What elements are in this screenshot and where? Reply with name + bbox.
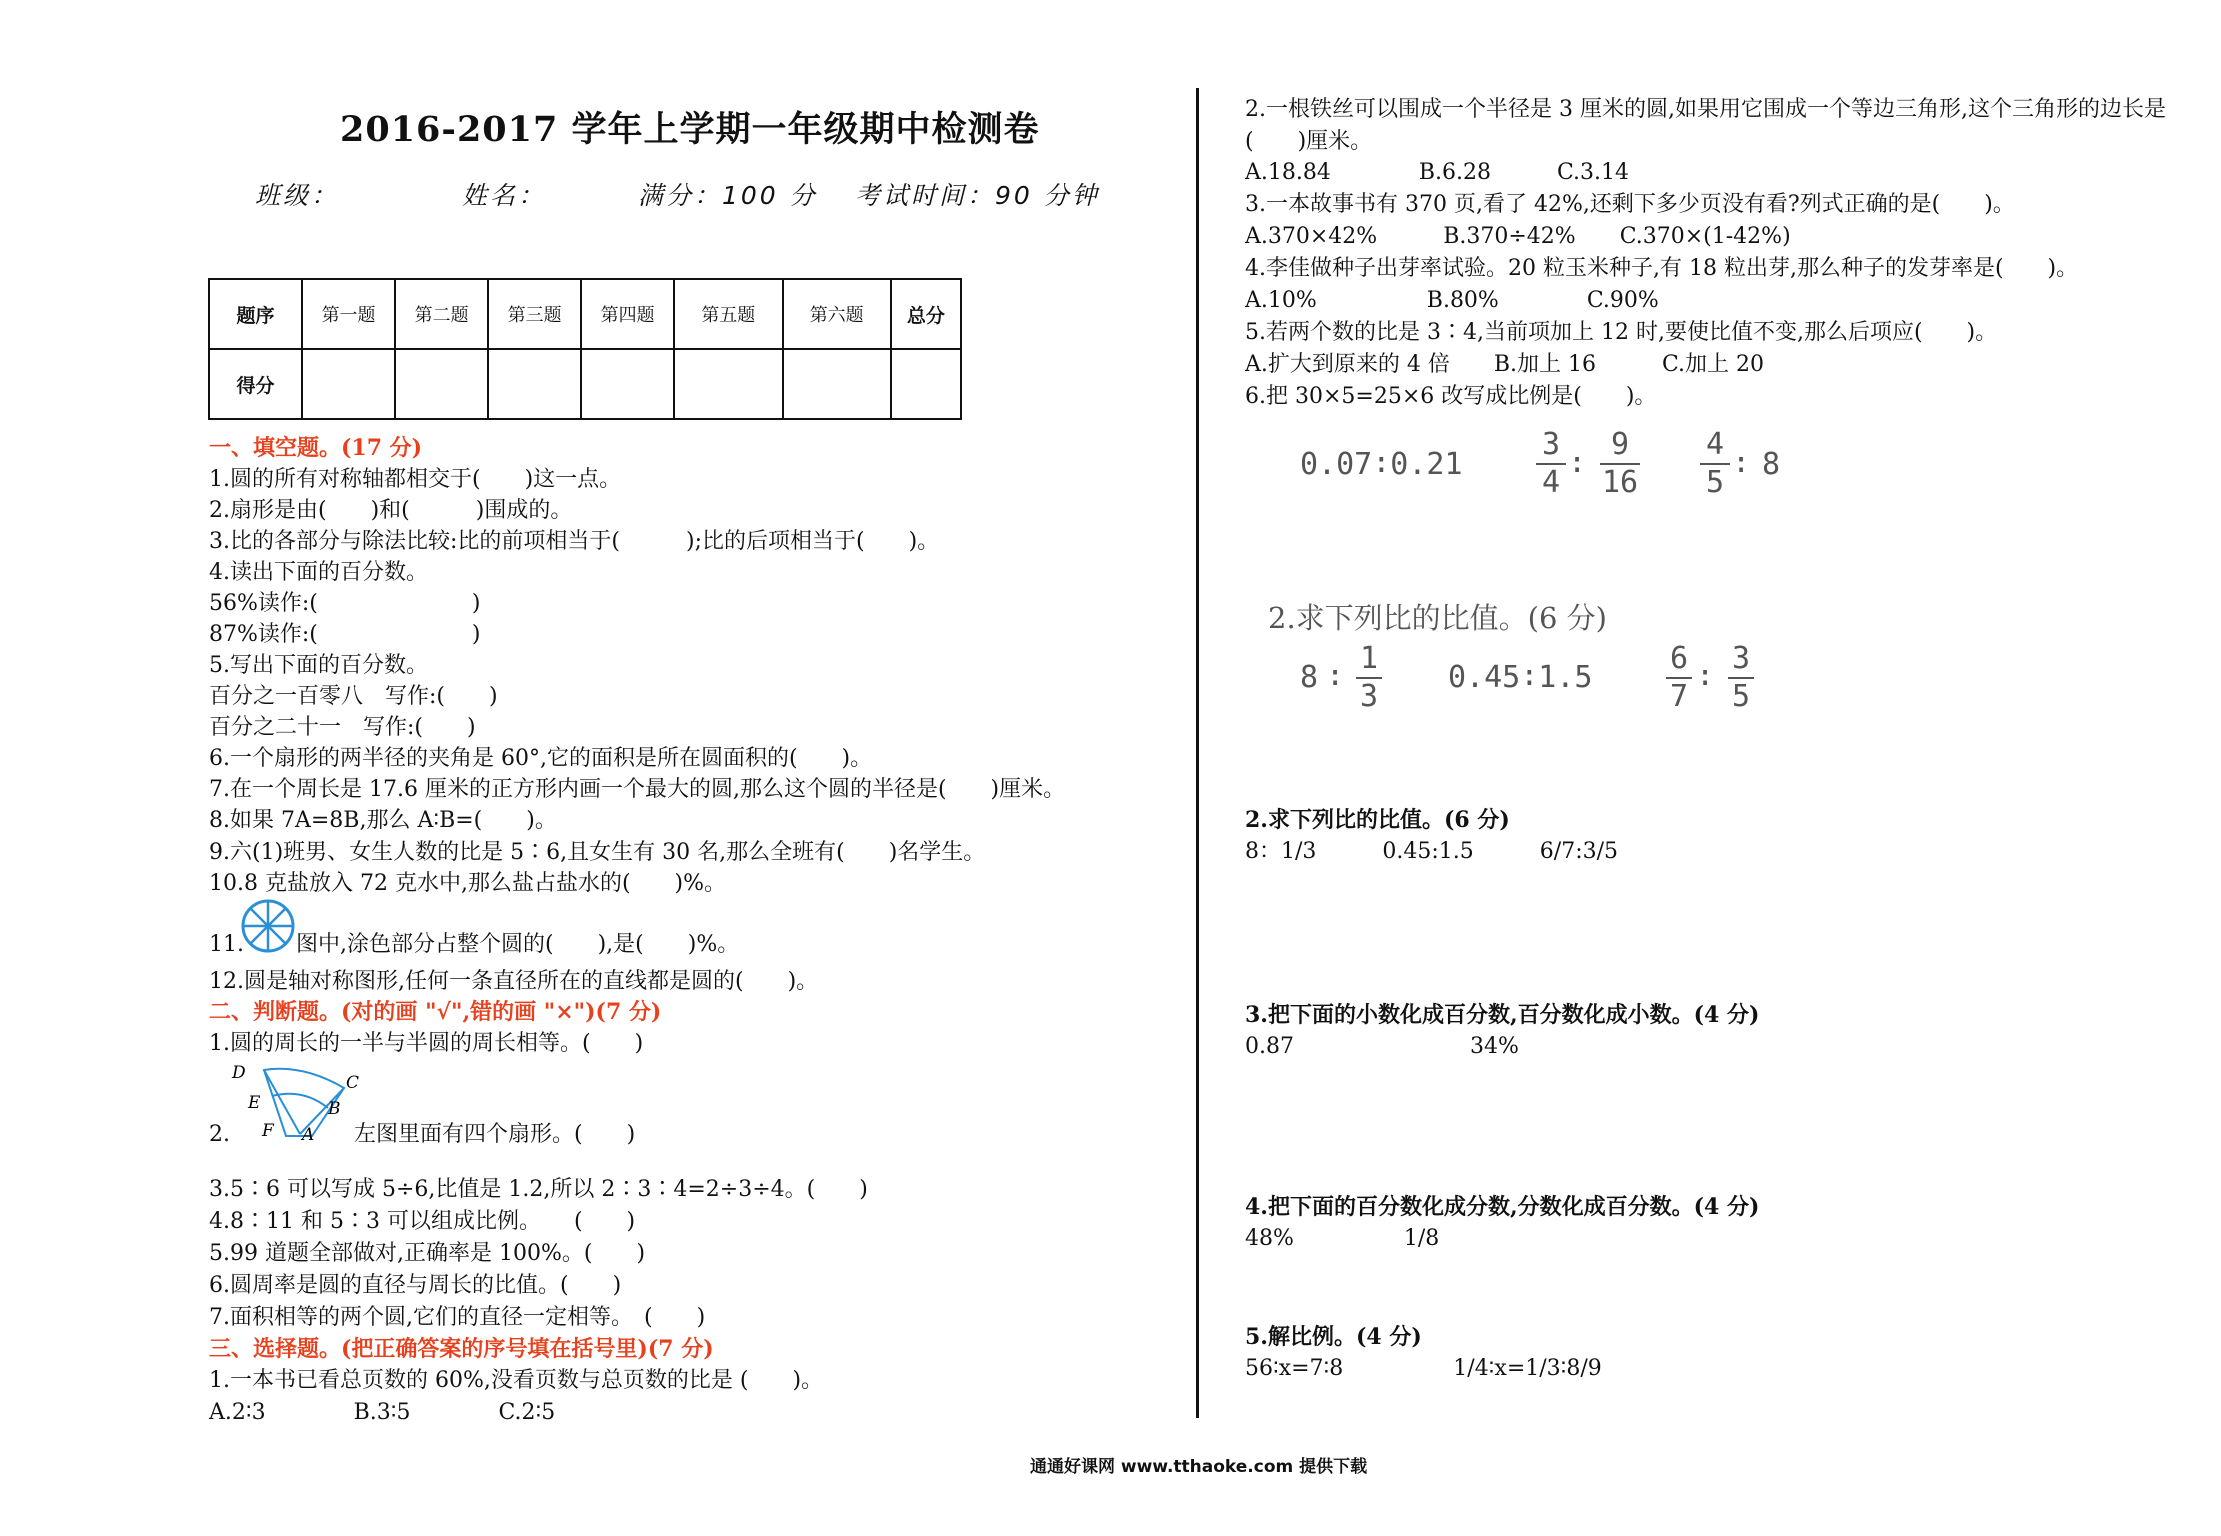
fraction-3-5 [1728, 642, 1754, 714]
header-cell: 第六题 [783, 279, 891, 349]
fig-label-C: C [346, 1073, 360, 1093]
judge-question: 3.5∶6 可以写成 5÷6,比值是 1.2,所以 2∶3∶4=2÷3÷4。( ) [209, 1177, 868, 1202]
exam-title: 2016-2017 学年上学期一年级期中检测卷 [340, 109, 1040, 150]
header-cell: 第四题 [581, 279, 674, 349]
fraction-numerator: 3 [1731, 641, 1751, 676]
fill-question: 8.如果 7A=8B,那么 A∶B=( )。 [209, 808, 557, 833]
fraction-denominator: 4 [1541, 465, 1561, 500]
score-row-label: 得分 [209, 349, 302, 419]
fill-question: 2.扇形是由( )和( )围成的。 [209, 498, 573, 523]
header-cell: 第二题 [395, 279, 488, 349]
fraction-3-4 [1536, 428, 1566, 500]
fraction-9-16 [1600, 428, 1640, 500]
question-heading: 4.把下面的百分数化成分数,分数化成百分数。(4 分) [1245, 1194, 1760, 1220]
fill-question: 百分之一百零八 写作:( ) [209, 684, 498, 709]
fill-question: 7.在一个周长是 17.6 厘米的正方形内画一个最大的圆,那么这个圆的半径是( )厘米。 [209, 777, 1066, 802]
choice-options: A.2∶3 B.3∶5 C.2∶5 [209, 1400, 556, 1425]
score-table-header-row [209, 279, 961, 349]
choice-options: A.18.84 B.6.28 C.3.14 [1245, 160, 1630, 185]
score-cell[interactable] [302, 349, 395, 419]
q11-text: 图中,涂色部分占整个圆的( ),是( )%。 [296, 932, 740, 957]
choice-options: A.扩大到原来的 4 倍 B.加上 16 C.加上 20 [1245, 352, 1765, 377]
question-heading: 3.把下面的小数化成百分数,百分数化成小数。(4 分) [1245, 1002, 1760, 1028]
fraction-numerator: 6 [1669, 641, 1689, 676]
section2-heading: 二、判断题。(对的画 "√",错的画 "×")(7 分) [209, 999, 662, 1025]
ratio-colon: ∶ [1568, 447, 1587, 482]
choice-question: ( )厘米。 [1245, 129, 1373, 154]
choice-question: 6.把 30×5=25×6 改写成比例是( )。 [1245, 384, 1657, 409]
fraction-denominator: 5 [1731, 679, 1751, 714]
fraction-numerator: 9 [1610, 427, 1630, 462]
footer-text: 通通好课网 www.tthaoke.com 提供下载 [1030, 1457, 1368, 1477]
question-heading: 2.求下列比的比值。(6 分) [1245, 807, 1510, 833]
choice-options: A.370×42% B.370÷42% C.370×(1-42%) [1245, 224, 1791, 249]
fill-question: 9.六(1)班男、女生人数的比是 5∶6,且女生有 30 名,那么全班有( )名学生。 [209, 840, 986, 865]
judge-question: 7.面积相等的两个圆,它们的直径一定相等。 ( ) [209, 1305, 706, 1330]
question-heading: 5.解比例。(4 分) [1245, 1324, 1422, 1350]
score-cell[interactable] [488, 349, 581, 419]
header-cell: 第三题 [488, 279, 581, 349]
question-items: 8：1/3 0.45:1.5 6/7:3/5 [1245, 839, 1619, 864]
fig-label-B: B [328, 1099, 341, 1119]
fill-question: 5.写出下面的百分数。 [209, 653, 428, 678]
choice-question: 3.一本故事书有 370 页,看了 42%,还剩下多少页没有看?列式正确的是( )。 [1245, 192, 2015, 217]
name-label: 姓名： [462, 181, 547, 210]
fill-question: 56%读作:( ) [209, 591, 481, 616]
fill-question: 10.8 克盐放入 72 克水中,那么盐占盐水的( )%。 [209, 871, 727, 896]
fraction-denominator: 5 [1705, 465, 1725, 500]
header-cell: 第五题 [674, 279, 782, 349]
ratio-colon: ∶ [1696, 660, 1715, 695]
ratio-item: 0.45∶1.5 [1448, 660, 1593, 695]
fraction-numerator: 1 [1359, 641, 1379, 676]
q2-number: 2. [209, 1122, 230, 1147]
ratio-colon: ∶ [1732, 447, 1751, 482]
choice-options: A.10% B.80% C.90% [1245, 288, 1659, 313]
fill-question: 1.圆的所有对称轴都相交于( )这一点。 [209, 467, 622, 492]
fraction-numerator: 3 [1541, 427, 1561, 462]
fill-question: 12.圆是轴对称图形,任何一条直径所在的直线都是圆的( )。 [209, 969, 819, 994]
header-cell: 第一题 [302, 279, 395, 349]
judge-question: 6.圆周率是圆的直径与周长的比值。( ) [209, 1273, 622, 1298]
section1-heading: 一、填空题。(17 分) [209, 435, 423, 461]
section3-heading: 三、选择题。(把正确答案的序号填在括号里)(7 分) [209, 1336, 714, 1362]
ratio-colon: ∶ [1326, 660, 1345, 695]
fraction-6-7 [1666, 642, 1692, 714]
q11-number: 11. [209, 932, 244, 957]
ratio-value: 8 [1762, 447, 1781, 482]
fraction-4-5 [1700, 428, 1730, 500]
fill-question: 4.读出下面的百分数。 [209, 560, 428, 585]
question-items: 48% 1/8 [1245, 1226, 1440, 1251]
exam-time: 考试时间：90 分钟 [855, 181, 1100, 210]
question-items: 56∶x=7∶8 1/4∶x=1/3∶8/9 [1245, 1356, 1602, 1381]
choice-question: 2.一根铁丝可以围成一个半径是 3 厘米的圆,如果用它围成一个等边三角形,这个三角形的边长是 [1245, 97, 2166, 122]
header-cell: 题序 [209, 279, 302, 349]
column-divider [1196, 88, 1199, 1418]
fraction-denominator: 7 [1669, 679, 1689, 714]
ratio-item: 0.07∶0.21 [1300, 447, 1463, 482]
score-table-score-row [209, 349, 961, 419]
score-cell[interactable] [581, 349, 674, 419]
fraction-denominator: 3 [1359, 679, 1379, 714]
circle-figure [240, 898, 296, 954]
score-cell[interactable] [783, 349, 891, 419]
score-table [208, 278, 962, 420]
judge-question: 5.99 道题全部做对,正确率是 100%。( ) [209, 1241, 646, 1266]
fraction-1-3 [1356, 642, 1382, 714]
choice-question: 1.一本书已看总页数的 60%,没看页数与总页数的比是 ( )。 [209, 1368, 824, 1393]
fill-question: 3.比的各部分与除法比较:比的前项相当于( );比的后项相当于( )。 [209, 529, 940, 554]
judge-question: 1.圆的周长的一半与半圆的周长相等。( ) [209, 1031, 644, 1056]
question-items: 0.87 34% [1245, 1034, 1519, 1059]
full-score: 满分：100 分 [638, 181, 818, 210]
ratio-value: 8 [1300, 660, 1319, 695]
score-cell[interactable] [891, 349, 961, 419]
class-label: 班级： [255, 181, 340, 210]
fig-label-A: A [302, 1125, 315, 1142]
header-cell: 总分 [891, 279, 961, 349]
fill-question: 6.一个扇形的两半径的夹角是 60°,它的面积是所在圆面积的( )。 [209, 746, 873, 771]
judge-question: 4.8∶11 和 5∶3 可以组成比例。 ( ) [209, 1209, 636, 1234]
fraction-denominator: 16 [1601, 465, 1639, 500]
fill-question: 百分之二十一 写作:( ) [209, 715, 476, 740]
fig-label-D: D [232, 1063, 246, 1083]
image-heading: 2.求下列比的比值。(6 分) [1268, 601, 1607, 635]
choice-question: 4.李佳做种子出芽率试验。20 粒玉米种子,有 18 粒出芽,那么种子的发芽率是( )。 [1245, 256, 2079, 281]
fill-question: 87%读作:( ) [209, 622, 481, 647]
score-cell[interactable] [395, 349, 488, 419]
fraction-numerator: 4 [1705, 427, 1725, 462]
judge-question: 左图里面有四个扇形。( ) [354, 1122, 636, 1147]
fig-label-F: F [262, 1121, 274, 1141]
choice-question: 5.若两个数的比是 3∶4,当前项加上 12 时,要使比值不变,那么后项应( )。 [1245, 320, 1998, 345]
fig-label-E: E [248, 1093, 261, 1113]
sector-figure [228, 1062, 363, 1142]
score-cell[interactable] [674, 349, 782, 419]
